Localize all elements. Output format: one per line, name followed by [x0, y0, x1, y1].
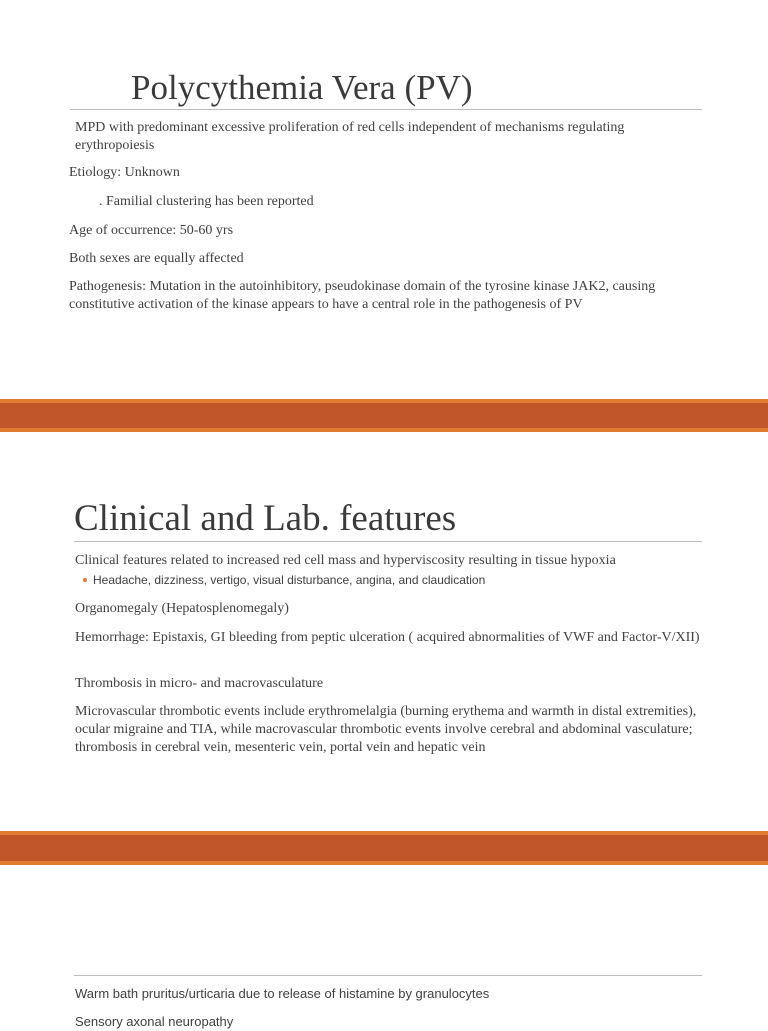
slide-2: [0, 432, 768, 832]
slide-title: Polycythemia Vera (PV): [131, 68, 473, 107]
body-text: Both sexes are equally affected: [69, 251, 244, 266]
title-rule: [74, 541, 702, 542]
title-rule: [70, 109, 702, 110]
body-text: Sensory axonal neuropathy: [75, 1014, 234, 1029]
body-text: Warm bath pruritus/urticaria due to release of histamine by granulocytes: [75, 986, 490, 1001]
body-text: . Familial clustering has been reported: [99, 194, 314, 209]
title-rule: [74, 975, 702, 976]
body-text: Thrombosis in micro- and macrovasculature: [75, 676, 324, 691]
body-text: Age of occurrence: 50-60 yrs: [69, 223, 234, 238]
body-text: Pathogenesis: Mutation in the autoinhibitory, pseudokinase domain of the tyrosine kinase JAK2, causing constitutive activation of the kinase appears to have a central role in the pathogenesis of PV: [69, 279, 656, 312]
body-text: Microvascular thrombotic events include erythromelalgia (burning erythema and warmth in distal extremities), ocular migraine and TIA, while macrovascular thrombotic events involve cerebral and abdominal vasculature; thrombosis in cerebral vein, mesenteric vein, portal vein and hepatic vein: [75, 704, 697, 755]
body-text: MPD with predominant excessive proliferation of red cells independent of mechanisms regulating erythropoiesis: [75, 120, 625, 153]
bullet-text: Headache, dizziness, vertigo, visual disturbance, angina, and claudication: [93, 573, 486, 587]
slide-title: Clinical and Lab. features: [74, 498, 457, 539]
slide-1: [0, 0, 768, 400]
body-text: Clinical features related to increased red cell mass and hyperviscosity resulting in tissue hypoxia: [75, 553, 616, 568]
body-text: Etiology: Unknown: [69, 165, 180, 180]
body-text: Hemorrhage: Epistaxis, GI bleeding from peptic ulceration ( acquired abnormalities of VWF and Factor-V/XII): [75, 630, 700, 645]
slide-3: [0, 865, 768, 1029]
body-text: Organomegaly (Hepatosplenomegaly): [75, 601, 289, 616]
bullet-icon: [83, 578, 87, 582]
slide-divider: [0, 831, 768, 865]
slide-divider: [0, 399, 768, 432]
